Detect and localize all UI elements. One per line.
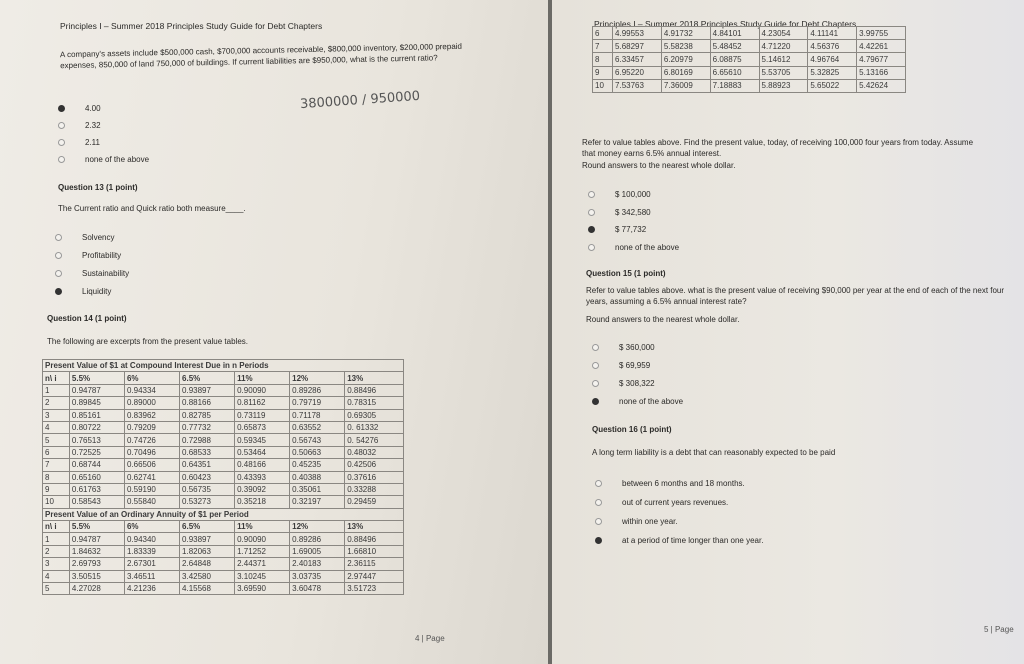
value-cell: 0.53464: [235, 446, 290, 458]
value-cell: 0.88496: [345, 533, 404, 545]
value-cell: 1.66810: [345, 545, 404, 557]
value-cell: 0.63552: [290, 421, 345, 433]
value-cell: 3.69590: [235, 583, 290, 595]
value-cell: 3.60478: [290, 583, 345, 595]
value-cell: 0.74726: [124, 434, 179, 446]
answer-option[interactable]: [592, 397, 683, 406]
table-row: [43, 471, 404, 483]
value-cell: 5.53705: [759, 66, 808, 79]
answer-option[interactable]: [58, 104, 101, 113]
answer-option[interactable]: [55, 233, 114, 242]
answer-option[interactable]: [55, 269, 129, 278]
value-cell: 4.91732: [661, 27, 710, 40]
table-row: [593, 66, 906, 79]
answer-label: within one year.: [622, 517, 678, 526]
value-cell: 0.35218: [235, 496, 290, 508]
value-cell: 7.53763: [613, 79, 662, 92]
answer-label: none of the above: [619, 397, 684, 406]
value-cell: 0.48032: [345, 446, 404, 458]
table-title: Present Value of an Ordinary Annuity of $1 per Period: [43, 508, 404, 520]
value-cell: 0.80722: [69, 421, 124, 433]
value-cell: 0.94340: [124, 533, 179, 545]
radio-unselected-icon[interactable]: [588, 209, 595, 216]
radio-unselected-icon[interactable]: [588, 191, 595, 198]
answer-label: Solvency: [82, 233, 115, 242]
answer-option[interactable]: [58, 121, 101, 130]
table-row: [43, 384, 404, 396]
answer-option[interactable]: [588, 225, 646, 234]
radio-selected-icon[interactable]: [592, 398, 599, 405]
answer-label: between 6 months and 18 months.: [622, 479, 745, 488]
value-cell: 11%: [235, 372, 290, 384]
value-cell: 0. 54276: [345, 434, 404, 446]
value-cell: 5.14612: [759, 53, 808, 66]
value-cell: 5.58238: [661, 40, 710, 53]
radio-unselected-icon[interactable]: [58, 122, 65, 129]
table-row: [43, 459, 404, 471]
table-row: [43, 545, 404, 557]
value-cell: 6.80169: [661, 66, 710, 79]
value-cell: 2.64848: [180, 558, 235, 570]
value-cell: 6.33457: [613, 53, 662, 66]
value-cell: 0.83962: [124, 409, 179, 421]
value-cell: 0.88166: [180, 397, 235, 409]
value-cell: 13%: [345, 372, 404, 384]
period-cell: n\ i: [43, 372, 70, 384]
value-cell: 5.32825: [808, 66, 857, 79]
value-cell: 0.53273: [180, 496, 235, 508]
value-cell: 5.5%: [69, 372, 124, 384]
table-title: Present Value of $1 at Compound Interest Due in n Periods: [43, 360, 404, 372]
value-cell: 0.50663: [290, 446, 345, 458]
value-cell: 0.32197: [290, 496, 345, 508]
value-cell: 0.76513: [69, 434, 124, 446]
value-cell: 0.48166: [235, 459, 290, 471]
table-row: [43, 409, 404, 421]
table-row: [593, 40, 906, 53]
value-cell: 0.64351: [180, 459, 235, 471]
answer-label: none of the above: [85, 155, 150, 164]
radio-unselected-icon[interactable]: [595, 518, 602, 525]
radio-unselected-icon[interactable]: [592, 362, 599, 369]
value-cell: 4.23054: [759, 27, 808, 40]
period-cell: 2: [43, 397, 70, 409]
answer-option[interactable]: [55, 287, 111, 296]
value-cell: 0.73119: [235, 409, 290, 421]
answer-label: $ 69,959: [619, 361, 651, 370]
value-cell: 4.71220: [759, 40, 808, 53]
value-cell: 4.42261: [857, 40, 906, 53]
value-cell: 1.69005: [290, 545, 345, 557]
table-row: [593, 27, 906, 40]
period-cell: 4: [43, 570, 70, 582]
value-cell: 0.69305: [345, 409, 404, 421]
value-cell: 0.62741: [124, 471, 179, 483]
radio-unselected-icon[interactable]: [55, 252, 62, 259]
page-header: Principles I – Summer 2018 Principles Study Guide for Debt Chapters: [594, 19, 857, 29]
period-cell: 8: [593, 53, 613, 66]
value-cell: 0. 61332: [345, 421, 404, 433]
value-cell: 5.68297: [613, 40, 662, 53]
answer-option[interactable]: [588, 208, 651, 217]
period-cell: 7: [593, 40, 613, 53]
period-cell: 2: [43, 545, 70, 557]
table-header-row: [43, 372, 404, 384]
value-cell: 0.94787: [69, 533, 124, 545]
answer-option[interactable]: [55, 251, 121, 260]
period-cell: 1: [43, 384, 70, 396]
value-cell: 5.42624: [857, 79, 906, 92]
value-cell: 0.60423: [180, 471, 235, 483]
value-cell: 4.21236: [124, 583, 179, 595]
page-number: 4 | Page: [415, 634, 445, 643]
value-cell: 0.89000: [124, 397, 179, 409]
value-cell: 0.39092: [235, 483, 290, 495]
answer-option[interactable]: [588, 243, 679, 252]
table-row: [43, 434, 404, 446]
value-cell: 3.50515: [69, 570, 124, 582]
value-cell: 3.42580: [180, 570, 235, 582]
table-row: [43, 533, 404, 545]
right-page: [552, 0, 1024, 664]
answer-label: Sustainability: [82, 269, 130, 278]
period-cell: n\ i: [43, 521, 70, 533]
value-cell: 0.58543: [69, 496, 124, 508]
value-cell: 1.82063: [180, 545, 235, 557]
value-cell: 2.40183: [290, 558, 345, 570]
value-cell: 0.61763: [69, 483, 124, 495]
value-cell: 0.45235: [290, 459, 345, 471]
value-cell: 0.79209: [124, 421, 179, 433]
value-cell: 0.66506: [124, 459, 179, 471]
answer-option[interactable]: [595, 498, 728, 507]
value-cell: 0.42506: [345, 459, 404, 471]
period-cell: 5: [43, 434, 70, 446]
question-14-round-note: Round answers to the nearest whole dollar.: [582, 161, 736, 170]
radio-unselected-icon[interactable]: [58, 156, 65, 163]
answer-label: 2.11: [85, 138, 100, 147]
answer-label: 2.32: [85, 121, 101, 130]
value-cell: 3.10245: [235, 570, 290, 582]
answer-label: out of current years revenues.: [622, 498, 729, 507]
value-cell: 0.37616: [345, 471, 404, 483]
value-cell: 0.68744: [69, 459, 124, 471]
answer-option[interactable]: [592, 379, 655, 388]
value-cell: 3.99755: [857, 27, 906, 40]
value-cell: 0.72988: [180, 434, 235, 446]
answer-label: at a period of time longer than one year.: [622, 536, 764, 545]
answer-option[interactable]: [595, 517, 678, 526]
table-row: [43, 421, 404, 433]
value-cell: 0.65160: [69, 471, 124, 483]
radio-selected-icon[interactable]: [595, 537, 602, 544]
radio-unselected-icon[interactable]: [55, 270, 62, 277]
table-row: [43, 397, 404, 409]
period-cell: 10: [43, 496, 70, 508]
value-cell: 0.94787: [69, 384, 124, 396]
value-cell: 0.89286: [290, 384, 345, 396]
period-cell: 10: [593, 79, 613, 92]
value-cell: 5.88923: [759, 79, 808, 92]
value-cell: 0.90090: [235, 533, 290, 545]
value-cell: 6%: [124, 521, 179, 533]
table-row: [43, 570, 404, 582]
table-row: [43, 496, 404, 508]
question-14-text: Refer to value tables above. Find the present value, today, of receiving 100,000 four years from today. Assume that money earns 6.5% annual interest.: [582, 138, 974, 158]
present-value-table: [42, 359, 404, 595]
answer-label: Liquidity: [82, 287, 112, 296]
value-cell: 6.5%: [180, 372, 235, 384]
value-cell: 0.43393: [235, 471, 290, 483]
radio-unselected-icon[interactable]: [595, 499, 602, 506]
value-cell: 2.36115: [345, 558, 404, 570]
answer-option[interactable]: [592, 361, 650, 370]
value-cell: 0.93897: [180, 533, 235, 545]
value-cell: 4.96764: [808, 53, 857, 66]
value-cell: 0.82785: [180, 409, 235, 421]
value-cell: 4.15568: [180, 583, 235, 595]
value-cell: 0.56743: [290, 434, 345, 446]
answer-label: 4.00: [85, 104, 101, 113]
period-cell: 3: [43, 558, 70, 570]
value-cell: 5.48452: [710, 40, 759, 53]
value-cell: 4.11141: [808, 27, 857, 40]
answer-option[interactable]: [595, 479, 745, 488]
answer-option[interactable]: [595, 536, 763, 545]
value-cell: 3.46511: [124, 570, 179, 582]
value-cell: 7.18883: [710, 79, 759, 92]
question-12-text: A company's assets include $500,000 cash, $700,000 accounts receivable, $800,000 inventory, $200,000 prepaid expenses, 850,000 of land 750,000 of buildings. If current liabilities are $950,000, what is the current ratio?: [59, 41, 463, 71]
period-cell: 4: [43, 421, 70, 433]
answer-label: Profitability: [82, 251, 122, 260]
question-13-text: The Current ratio and Quick ratio both measure____.: [58, 204, 246, 213]
answer-label: none of the above: [615, 242, 680, 252]
value-cell: 0.79719: [290, 397, 345, 409]
value-cell: 0.56735: [180, 483, 235, 495]
value-cell: 0.68533: [180, 446, 235, 458]
value-cell: 12%: [290, 521, 345, 533]
value-cell: 2.67301: [124, 558, 179, 570]
answer-label: $ 77,732: [615, 225, 647, 234]
value-cell: 1.71252: [235, 545, 290, 557]
value-cell: 3.51723: [345, 583, 404, 595]
value-cell: 0.94334: [124, 384, 179, 396]
radio-unselected-icon[interactable]: [55, 234, 62, 241]
radio-selected-icon[interactable]: [55, 288, 62, 295]
value-cell: 6.20979: [661, 53, 710, 66]
page-number: 5 | Page: [984, 625, 1014, 634]
table-row: [43, 446, 404, 458]
radio-unselected-icon[interactable]: [588, 244, 595, 251]
value-cell: 6.95220: [613, 66, 662, 79]
question-15-title: Question 15 (1 point): [586, 269, 666, 278]
value-cell: 7.36009: [661, 79, 710, 92]
answer-label: $ 100,000: [615, 190, 651, 199]
table-row: [593, 53, 906, 66]
value-cell: 0.35061: [290, 483, 345, 495]
question-15-text: Refer to value tables above. what is the present value of receiving $90,000 per year at the end of each of the next four years, assuming a 6.5% annual interest rate?: [586, 286, 1005, 306]
answer-label: $ 342,580: [615, 207, 651, 217]
table-row: [593, 79, 906, 92]
value-cell: 5.5%: [69, 521, 124, 533]
answer-option[interactable]: [58, 155, 149, 164]
period-cell: 9: [43, 483, 70, 495]
radio-selected-icon[interactable]: [588, 226, 595, 233]
answer-label: $ 308,322: [619, 379, 655, 388]
value-cell: 5.65022: [808, 79, 857, 92]
question-13-title: Question 13 (1 point): [58, 183, 138, 192]
value-cell: 4.84101: [710, 27, 759, 40]
answer-option[interactable]: [588, 190, 651, 199]
value-cell: 11%: [235, 521, 290, 533]
radio-selected-icon[interactable]: [58, 105, 65, 112]
value-cell: 0.40388: [290, 471, 345, 483]
period-cell: 5: [43, 583, 70, 595]
value-cell: 2.97447: [345, 570, 404, 582]
handwritten-calculation: 3800000 / 950000: [299, 88, 421, 113]
radio-unselected-icon[interactable]: [592, 344, 599, 351]
value-cell: 0.55840: [124, 496, 179, 508]
value-cell: 1.83339: [124, 545, 179, 557]
radio-unselected-icon[interactable]: [592, 380, 599, 387]
question-16-text: A long term liability is a debt that can reasonably expected to be paid: [592, 448, 836, 457]
page-header: Principles I – Summer 2018 Principles Study Guide for Debt Chapters: [60, 21, 323, 31]
value-cell: 5.13166: [857, 66, 906, 79]
table-header-row: [43, 521, 404, 533]
value-cell: 0.77732: [180, 421, 235, 433]
value-cell: 0.81162: [235, 397, 290, 409]
value-cell: 0.93897: [180, 384, 235, 396]
value-cell: 6.5%: [180, 521, 235, 533]
question-15-round-note: Round answers to the nearest whole dollar.: [586, 315, 740, 324]
value-cell: 0.59190: [124, 483, 179, 495]
value-cell: 0.33288: [345, 483, 404, 495]
value-cell: 0.29459: [345, 496, 404, 508]
value-cell: 6%: [124, 372, 179, 384]
value-cell: 0.70496: [124, 446, 179, 458]
value-cell: 1.84632: [69, 545, 124, 557]
value-cell: 4.99553: [613, 27, 662, 40]
table-row: [43, 483, 404, 495]
question-16-title: Question 16 (1 point): [592, 425, 672, 434]
period-cell: 6: [43, 446, 70, 458]
annuity-table-continued: [592, 26, 906, 93]
value-cell: 4.79677: [857, 53, 906, 66]
answer-label: $ 360,000: [619, 343, 655, 352]
answer-option[interactable]: [592, 343, 655, 352]
value-cell: 0.59345: [235, 434, 290, 446]
period-cell: 6: [593, 27, 613, 40]
period-cell: 9: [593, 66, 613, 79]
period-cell: 3: [43, 409, 70, 421]
value-cell: 2.69793: [69, 558, 124, 570]
table-row: [43, 558, 404, 570]
value-cell: 0.90090: [235, 384, 290, 396]
value-cell: 6.08875: [710, 53, 759, 66]
value-cell: 0.65873: [235, 421, 290, 433]
value-cell: 12%: [290, 372, 345, 384]
table-row: [43, 583, 404, 595]
value-cell: 3.03735: [290, 570, 345, 582]
answer-option[interactable]: [58, 138, 100, 147]
value-cell: 0.78315: [345, 397, 404, 409]
question-14-title: Question 14 (1 point): [47, 314, 127, 323]
question-14-text: The following are excerpts from the present value tables.: [47, 337, 248, 346]
value-cell: 0.89845: [69, 397, 124, 409]
value-cell: 0.89286: [290, 533, 345, 545]
radio-unselected-icon[interactable]: [595, 480, 602, 487]
value-cell: 6.65610: [710, 66, 759, 79]
period-cell: 7: [43, 459, 70, 471]
value-cell: 0.88496: [345, 384, 404, 396]
period-cell: 1: [43, 533, 70, 545]
value-cell: 2.44371: [235, 558, 290, 570]
value-cell: 4.27028: [69, 583, 124, 595]
radio-unselected-icon[interactable]: [58, 139, 65, 146]
value-cell: 0.72525: [69, 446, 124, 458]
value-cell: 0.85161: [69, 409, 124, 421]
value-cell: 4.56376: [808, 40, 857, 53]
value-cell: 0.71178: [290, 409, 345, 421]
value-cell: 13%: [345, 521, 404, 533]
period-cell: 8: [43, 471, 70, 483]
